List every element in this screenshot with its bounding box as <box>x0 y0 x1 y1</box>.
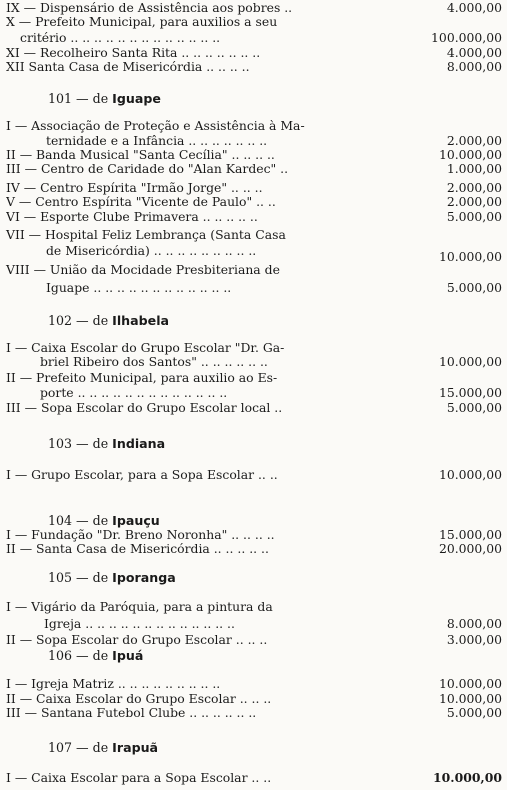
entry-amount: 2.000,00 <box>446 180 502 195</box>
section-heading <box>48 648 143 663</box>
entry-text: II — Prefeito Municipal, para auxilio ao Es- <box>6 370 278 385</box>
entry-text: I — Caixa Escolar para a Sopa Escolar .. .. <box>6 771 272 785</box>
section-sep: — de <box>72 648 113 663</box>
entry-amount: 5.000,00 <box>446 209 502 224</box>
entry-text: II — Santa Casa de Misericórdia .. .. .. .. .. <box>6 542 269 556</box>
entry-text: VIII — União da Mocidade Presbiteriana de <box>6 262 280 277</box>
section-heading <box>48 740 158 755</box>
entry-text: de Misericórdia) .. .. .. .. .. .. .. .. .. <box>46 244 257 258</box>
entry-text: I — Associação de Proteção e Assistência à Ma- <box>6 118 305 133</box>
section-heading <box>48 436 165 451</box>
entry-amount: 10.000,00 <box>438 354 502 369</box>
entry-text: I — Grupo Escolar, para a Sopa Escolar .. .. <box>6 468 278 482</box>
entry-text: I — Igreja Matriz .. .. .. .. .. .. .. .. .. <box>6 677 221 691</box>
section-heading <box>48 313 169 328</box>
section-heading <box>48 513 160 528</box>
entry-text: IV — Centro Espírita "Irmão Jorge" .. .. .. <box>6 181 263 195</box>
section-municipality: Iguape <box>112 91 161 106</box>
entry-amount: 8.000,00 <box>446 616 502 631</box>
section-number: 107 <box>48 740 73 755</box>
section-number: 105 <box>48 570 73 585</box>
section-sep: — de <box>72 436 113 451</box>
section-number: 103 <box>48 436 73 451</box>
entry-text: II — Banda Musical "Santa Cecília" .. .. .. .. <box>6 148 275 162</box>
entry-amount: 5.000,00 <box>446 400 502 415</box>
section-municipality: Indiana <box>112 436 166 451</box>
entry-text: VII — Hospital Feliz Lembrança (Santa Casa <box>6 227 286 242</box>
section-municipality: Ipauçu <box>112 513 160 528</box>
entry-text: III — Sopa Escolar do Grupo Escolar local .. <box>6 401 283 415</box>
section-sep: — de <box>72 313 113 328</box>
entry-amount: 2.000,00 <box>446 133 502 148</box>
section-municipality: Irapuã <box>112 740 159 755</box>
entry-text: X — Prefeito Municipal, para auxilios a seu <box>6 14 278 29</box>
entry-amount: 10.000,00 <box>438 249 502 264</box>
entry-text: ternidade e a Infância .. .. .. .. .. .. .. <box>46 134 268 148</box>
section-sep: — de <box>72 740 113 755</box>
entry-text: Igreja .. .. .. .. .. .. .. .. .. .. .. .. .. <box>44 617 235 631</box>
entry-text: Iguape .. .. .. .. .. .. .. .. .. .. .. .. <box>46 281 232 295</box>
entry-amount: 100.000,00 <box>431 30 502 45</box>
section-municipality: Ipuá <box>112 648 144 663</box>
entry-text: critério .. .. .. .. .. .. .. .. .. .. .. .. .. <box>20 31 221 45</box>
entry-amount: 10.000,00 <box>433 770 502 785</box>
entry-text: XII Santa Casa de Misericórdia .. .. .. .. <box>6 60 250 74</box>
entry-amount: 1.000,00 <box>446 161 502 176</box>
entry-amount: 4.000,00 <box>446 45 502 60</box>
entry-amount: 10.000,00 <box>438 467 502 482</box>
entry-text: I — Vigário da Paróquia, para a pintura da <box>6 599 273 614</box>
entry-text: briel Ribeiro dos Santos" .. .. .. .. .. .. <box>40 355 268 369</box>
entry-text: III — Santana Futebol Clube .. .. .. .. .. .. <box>6 706 257 720</box>
entry-amount: 15.000,00 <box>438 527 502 542</box>
entry-amount: 10.000,00 <box>438 691 502 706</box>
entry-text: VI — Esporte Clube Primavera .. .. .. .. .. <box>6 210 258 224</box>
entry-text: II — Sopa Escolar do Grupo Escolar .. .. .. <box>6 633 268 647</box>
entry-amount: 2.000,00 <box>446 194 502 209</box>
entry-amount: 15.000,00 <box>438 385 502 400</box>
section-number: 102 <box>48 313 73 328</box>
section-sep: — de <box>72 570 113 585</box>
entry-text: XI — Recolheiro Santa Rita .. .. .. .. .. .. .. <box>6 46 261 60</box>
entry-text: porte .. .. .. .. .. .. .. .. .. .. .. .. .. <box>40 386 228 400</box>
entry-amount: 4.000,00 <box>446 0 502 15</box>
section-number: 104 <box>48 513 73 528</box>
entry-amount: 5.000,00 <box>446 280 502 295</box>
entry-amount: 8.000,00 <box>446 59 502 74</box>
section-heading <box>48 570 176 585</box>
section-sep: — de <box>72 91 113 106</box>
entry-text: I — Caixa Escolar do Grupo Escolar "Dr. Ga- <box>6 340 285 355</box>
entry-amount: 5.000,00 <box>446 705 502 720</box>
entry-text: I — Fundação "Dr. Breno Noronha" .. .. .. .. <box>6 528 275 542</box>
section-municipality: Iporanga <box>112 570 176 585</box>
section-number: 106 <box>48 648 73 663</box>
entry-amount: 10.000,00 <box>438 147 502 162</box>
section-municipality: Ilhabela <box>112 313 170 328</box>
entry-text: II — Caixa Escolar do Grupo Escolar .. .. .. <box>6 692 272 706</box>
section-heading <box>48 91 161 106</box>
entry-amount: 20.000,00 <box>438 541 502 556</box>
entry-amount: 3.000,00 <box>446 632 502 647</box>
section-sep: — de <box>72 513 113 528</box>
entry-text: III — Centro de Caridade do "Alan Kardec" .. <box>6 162 289 176</box>
entry-text: V — Centro Espírita "Vicente de Paulo" .. .. <box>6 195 276 209</box>
entry-amount: 10.000,00 <box>438 676 502 691</box>
entry-text: IX — Dispensário de Assistência aos pobres .. <box>6 1 293 15</box>
section-number: 101 <box>48 91 73 106</box>
